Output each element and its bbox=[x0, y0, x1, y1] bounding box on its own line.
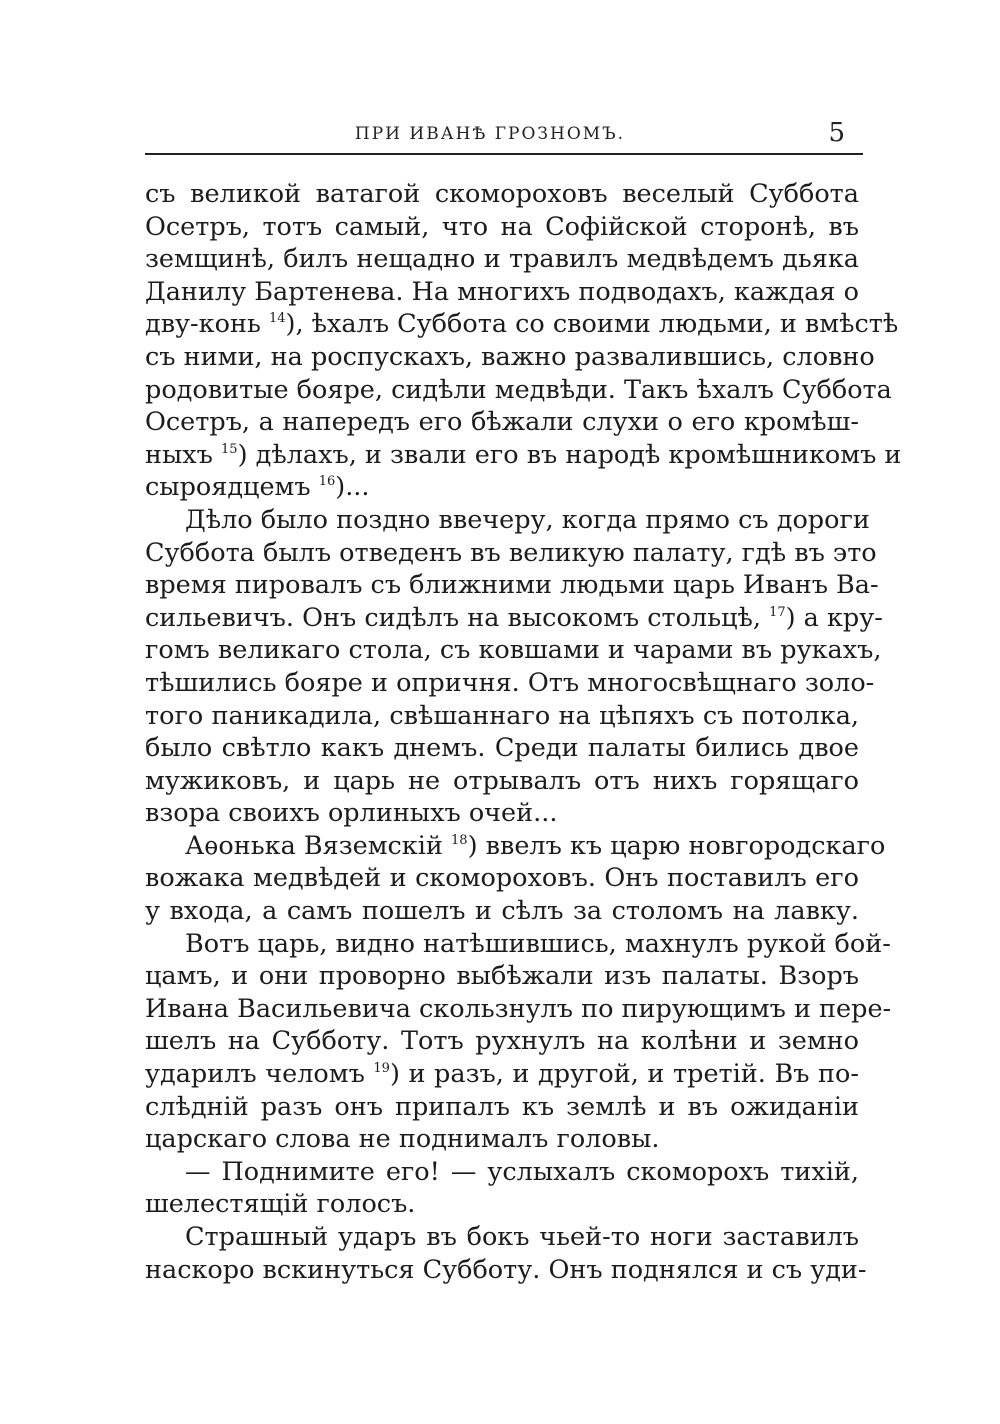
text-segment: ) а кру- bbox=[785, 602, 883, 633]
text-segment: съ ними, на роспускахъ, важно развалившись, словно bbox=[145, 341, 875, 372]
text-line bbox=[145, 602, 883, 635]
text-segment: Дѣло было поздно ввечеру, когда прямо съ дороги bbox=[185, 504, 870, 535]
text-segment: сильевичъ. Онъ сидѣлъ на высокомъ стольцѣ, bbox=[145, 602, 770, 633]
text-segment: наскоро вскинуться Субботу. Онъ поднялся и съ уди- bbox=[145, 1254, 867, 1285]
text-line bbox=[145, 406, 859, 439]
text-line bbox=[145, 439, 902, 472]
footnote-marker: 19 bbox=[373, 1061, 390, 1077]
paragraph bbox=[145, 830, 886, 928]
text-line bbox=[145, 993, 892, 1026]
page-header bbox=[145, 118, 863, 158]
text-segment: )... bbox=[335, 472, 370, 503]
text-line bbox=[145, 537, 877, 570]
text-segment: шелестящій голосъ. bbox=[145, 1189, 416, 1220]
body-text bbox=[145, 178, 902, 1286]
text-segment: цамъ, и они проворно выбѣжали изъ палаты. Взоръ bbox=[145, 961, 859, 992]
paragraph bbox=[145, 928, 892, 1156]
text-segment: ), ѣхалъ Суббота со своими людьми, и вмѣстѣ bbox=[285, 309, 899, 340]
header-rule bbox=[145, 153, 863, 155]
paragraph bbox=[145, 1156, 859, 1221]
text-line bbox=[145, 765, 859, 798]
text-segment: Осетръ, а напередъ его бѣжали слухи о его кромѣш- bbox=[145, 407, 859, 438]
text-segment: ) дѣлахъ, и звали его въ народѣ кромѣшникомъ и bbox=[237, 439, 902, 470]
text-line bbox=[145, 1091, 859, 1124]
running-title: ПРИ ИВАНѢ ГРОЗНОМЪ. bbox=[354, 124, 626, 144]
text-segment: взора своихъ орлиныхъ очей... bbox=[145, 798, 558, 829]
text-segment: шелъ на Субботу. Тотъ рухнулъ на колѣни и земно bbox=[145, 1026, 859, 1057]
text-line bbox=[145, 178, 859, 211]
paragraph bbox=[145, 504, 883, 830]
text-segment: ) и разъ, и другой, и третій. Въ по- bbox=[389, 1059, 860, 1090]
text-line bbox=[145, 504, 870, 537]
text-segment: Осетръ, тотъ самый, что на Софійской сторонѣ, въ bbox=[145, 211, 859, 242]
text-line bbox=[145, 243, 859, 276]
text-segment: гомъ великаго стола, съ ковшами и чарами въ рукахъ, bbox=[145, 635, 882, 666]
text-line bbox=[145, 374, 892, 407]
text-segment: ) ввелъ къ царю новгородскаго bbox=[467, 830, 886, 861]
text-segment: земщинѣ, билъ нещадно и травилъ медвѣдемъ дьяка bbox=[145, 244, 859, 275]
text-line bbox=[145, 211, 859, 244]
text-line bbox=[145, 700, 859, 733]
text-segment: Вотъ царь, видно натѣшившись, махнулъ рукой бой- bbox=[185, 928, 891, 959]
paragraph bbox=[145, 1221, 867, 1286]
text-line bbox=[145, 895, 859, 928]
text-line bbox=[145, 1025, 859, 1058]
text-line bbox=[145, 1058, 859, 1091]
text-segment: Аѳонька Вяземскій bbox=[185, 830, 452, 861]
text-line bbox=[145, 797, 859, 830]
text-line bbox=[145, 634, 882, 667]
paragraph bbox=[145, 178, 902, 504]
text-line bbox=[145, 928, 891, 961]
text-line bbox=[145, 862, 859, 895]
text-segment: время пировалъ съ ближними людьми царь Иванъ Ва- bbox=[145, 570, 879, 601]
footnote-marker: 16 bbox=[318, 474, 336, 490]
text-line bbox=[145, 960, 859, 993]
text-line bbox=[145, 1254, 867, 1287]
footnote-marker: 17 bbox=[769, 604, 786, 620]
text-segment: сыроядцемъ bbox=[145, 472, 319, 503]
text-segment: Ивана Васильевича скользнулъ по пирующимъ и пере- bbox=[145, 993, 892, 1024]
text-line bbox=[145, 830, 886, 863]
text-line bbox=[145, 1221, 859, 1254]
text-segment: ударилъ челомъ bbox=[145, 1059, 374, 1090]
text-line bbox=[145, 341, 875, 374]
text-segment: — Поднимите его! — услыхалъ скоморохъ тихій, bbox=[185, 1156, 859, 1187]
text-line bbox=[145, 732, 859, 765]
text-segment: было свѣтло какъ днемъ. Среди палаты бились двое bbox=[145, 733, 859, 764]
text-line bbox=[145, 1188, 859, 1221]
text-segment: родовитые бояре, сидѣли медвѣди. Такъ ѣхалъ Суббота bbox=[145, 374, 892, 405]
footnote-marker: 15 bbox=[221, 441, 238, 457]
text-segment: мужиковъ, и царь не отрывалъ отъ нихъ горящаго bbox=[145, 765, 859, 796]
text-segment: ныхъ bbox=[145, 439, 222, 470]
text-segment: дву-конь bbox=[145, 309, 269, 340]
text-segment: у входа, а самъ пошелъ и сѣлъ за столомъ на лавку. bbox=[145, 896, 859, 927]
text-line bbox=[145, 1123, 859, 1156]
text-line bbox=[145, 569, 879, 602]
page-number: 5 bbox=[828, 118, 845, 148]
text-segment: тѣшились бояре и опричня. Отъ многосвѣщнаго золо- bbox=[145, 667, 875, 698]
text-line bbox=[145, 471, 859, 504]
text-segment: слѣдній разъ онъ припалъ къ землѣ и въ ожиданіи bbox=[145, 1091, 859, 1122]
footnote-marker: 14 bbox=[268, 311, 286, 327]
footnote-marker: 18 bbox=[451, 832, 468, 848]
text-segment: царскаго слова не поднималъ головы. bbox=[145, 1124, 660, 1155]
text-segment: Данилу Бартенева. На многихъ подводахъ, каждая о bbox=[145, 276, 859, 307]
text-line bbox=[145, 276, 859, 309]
text-line bbox=[145, 667, 875, 700]
text-segment: Суббота былъ отведенъ въ великую палату, гдѣ въ это bbox=[145, 537, 877, 568]
text-segment: съ великой ватагой скомороховъ веселый Суббота bbox=[145, 179, 859, 209]
text-segment: Страшный ударъ въ бокъ чьей-то ноги заставилъ bbox=[185, 1222, 859, 1252]
text-line bbox=[145, 1156, 859, 1189]
text-segment: того паникадила, свѣшаннаго на цѣпяхъ съ потолка, bbox=[145, 700, 859, 731]
text-segment: вожака медвѣдей и скомороховъ. Онъ поставилъ его bbox=[145, 863, 859, 894]
text-line bbox=[145, 308, 899, 341]
